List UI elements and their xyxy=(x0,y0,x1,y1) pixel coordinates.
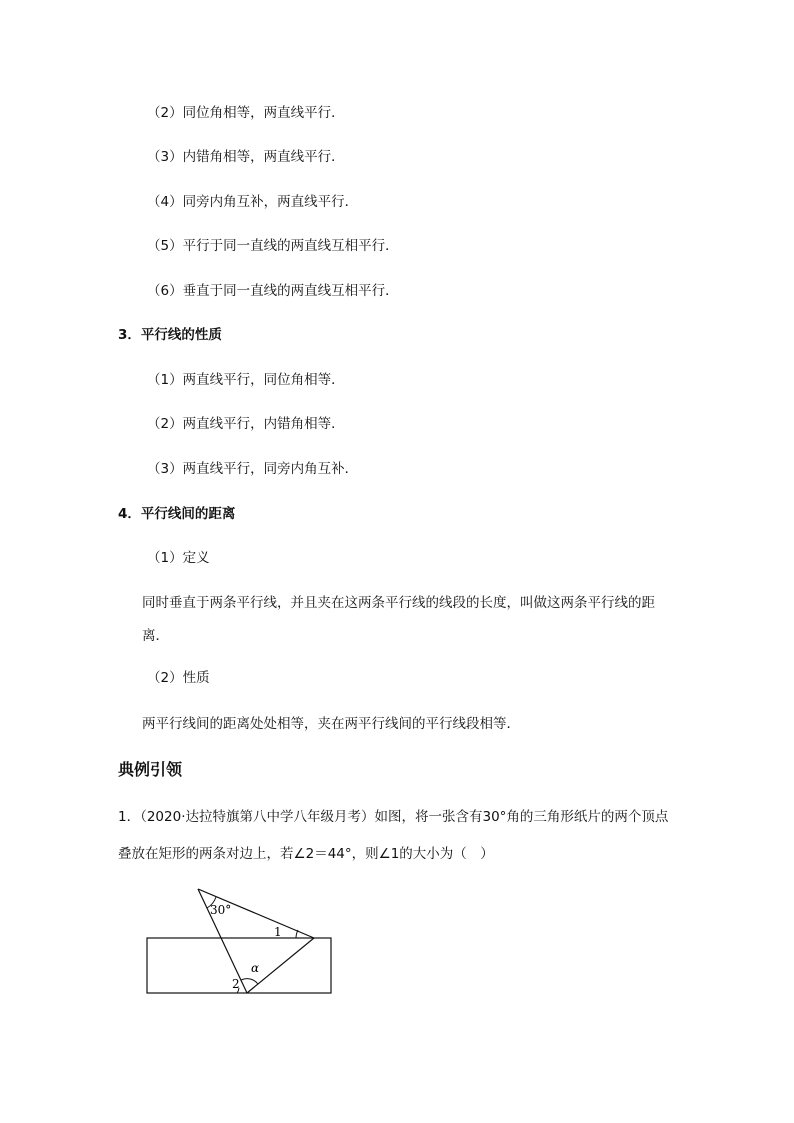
section-4-heading: 4．平行线间的距离 xyxy=(118,506,236,522)
criterion-3: （3）内错角相等，两直线平行． xyxy=(147,149,345,165)
label-30-degrees: 30° xyxy=(210,903,232,917)
property-2: （2）两直线平行，内错角相等． xyxy=(147,416,345,432)
label-alpha: α xyxy=(251,961,260,975)
label-angle-2: 2 xyxy=(232,977,240,991)
label-angle-1: 1 xyxy=(274,925,282,939)
property-1: （1）两直线平行，同位角相等． xyxy=(147,372,345,388)
property-text: 两平行线间的距离处处相等，夹在两平行线间的平行线段相等． xyxy=(142,716,520,732)
definition-label: （1）定义 xyxy=(147,550,210,566)
property-label: （2）性质 xyxy=(147,670,210,686)
question-1-figure xyxy=(140,880,340,1000)
criterion-2: （2）同位角相等，两直线平行． xyxy=(147,105,345,121)
definition-text-line1: 同时垂直于两条平行线，并且夹在这两条平行线的线段的长度，叫做这两条平行线的距 xyxy=(142,595,655,611)
criterion-4: （4）同旁内角互补，两直线平行． xyxy=(147,194,359,210)
section-3-heading: 3．平行线的性质 xyxy=(118,327,222,343)
definition-text-line2: 离． xyxy=(142,628,169,644)
question-1-line2: 叠放在矩形的两条对边上，若∠2＝44°，则∠1的大小为（ ） xyxy=(118,846,494,862)
criterion-6: （6）垂直于同一直线的两直线互相平行． xyxy=(147,283,399,299)
examples-heading: 典例引领 xyxy=(118,760,183,779)
angle-1-arc xyxy=(296,930,298,938)
property-3: （3）两直线平行，同旁内角互补． xyxy=(147,461,359,477)
angle-alpha-arc xyxy=(241,979,258,984)
question-1-line1: 1．（2020·达拉特旗第八中学八年级月考）如图，将一张含有30°角的三角形纸片的两个顶点 xyxy=(118,809,669,825)
criterion-5: （5）平行于同一直线的两直线互相平行． xyxy=(147,238,399,254)
